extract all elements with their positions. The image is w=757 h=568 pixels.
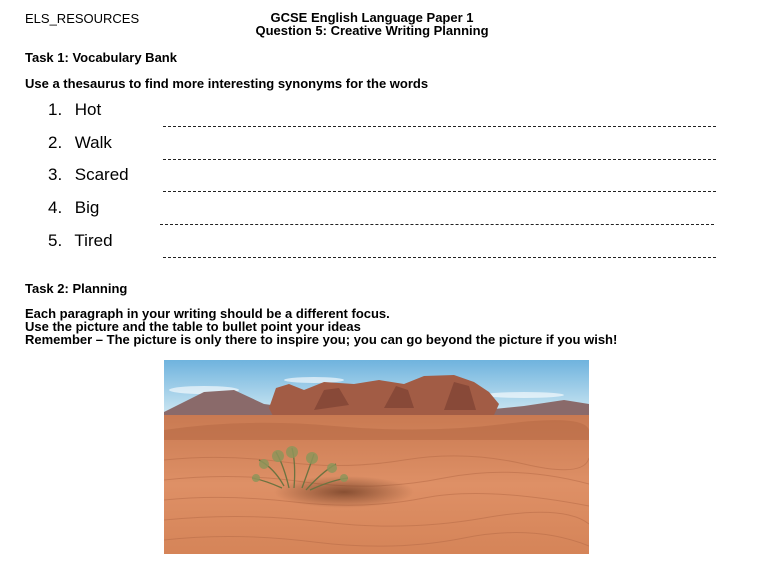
instruction-line-2: Use the picture and the table to bullet point your ideas — [25, 319, 361, 334]
resource-label: ELS_RESOURCES — [25, 11, 140, 26]
title-line-2: Question 5: Creative Writing Planning — [255, 23, 489, 38]
vocab-item-1 — [48, 100, 101, 120]
vocab-item-2 — [48, 133, 112, 153]
vocab-item-5 — [48, 231, 113, 251]
vocab-word: Tired — [74, 231, 113, 250]
instruction-line-1: Each paragraph in your writing should be a different focus. — [25, 306, 390, 321]
answer-line-2[interactable] — [163, 159, 716, 160]
desert-picture — [164, 360, 589, 554]
vocab-word: Hot — [74, 100, 102, 119]
vocab-number: 3. — [48, 165, 63, 184]
answer-line-5[interactable] — [163, 257, 716, 258]
task1-instruction: Use a thesaurus to find more interesting synonyms for the words — [25, 76, 429, 91]
page-title — [240, 11, 504, 37]
answer-line-3[interactable] — [163, 191, 716, 192]
title-line-1: GCSE English Language Paper 1 — [270, 10, 474, 25]
vocab-number: 2. — [48, 133, 63, 152]
instruction-line-3: Remember – The picture is only there to inspire you; you can go beyond the picture if you wish! — [25, 332, 618, 347]
vocab-item-4 — [48, 198, 99, 218]
answer-line-4[interactable] — [160, 224, 714, 225]
vocab-number: 5. — [48, 231, 63, 250]
vocab-word: Big — [74, 198, 100, 217]
vocab-word: Scared — [74, 165, 129, 184]
vocab-word: Walk — [74, 133, 112, 152]
answer-line-1[interactable] — [163, 126, 716, 127]
vocab-item-3 — [48, 165, 129, 185]
task2-instructions — [25, 307, 617, 346]
vocab-number: 1. — [48, 100, 63, 119]
task2-heading: Task 2: Planning — [25, 281, 128, 296]
vocab-number: 4. — [48, 198, 63, 217]
task1-heading: Task 1: Vocabulary Bank — [25, 50, 177, 65]
